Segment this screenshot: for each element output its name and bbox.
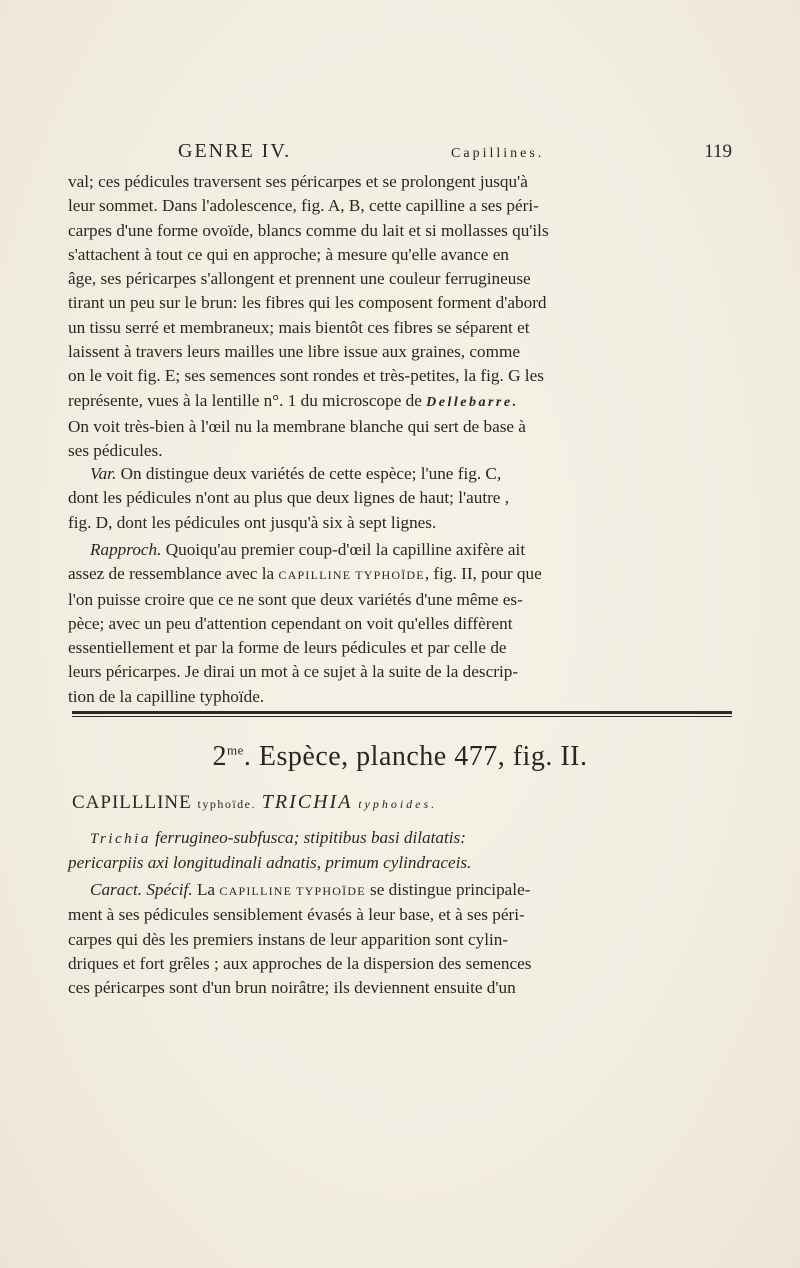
- species-latin-epithet: typhoides.: [358, 797, 438, 811]
- text-line: carpes qui dès les premiers instans de leur apparition sont cylin-: [68, 929, 509, 949]
- text-line: Caract. Spécif. La CAPILLINE TYPHOÏDE se distingue principale-: [90, 880, 531, 899]
- text-line: ces péricarpes sont d'un brun noirâtre; ils deviennent ensuite d'un: [68, 978, 516, 998]
- text-line: âge, ses péricarpes s'allongent et prennent une couleur ferrugineuse: [68, 269, 531, 289]
- text-line: driques et fort grêles ; aux approches de la dispersion des semences: [68, 953, 532, 973]
- text-line: val; ces pédicules traversent ses péricarpes et se prolongent jusqu'à: [68, 172, 528, 191]
- text-line: dont les pédicules n'ont au plus que deux lignes de haut; l'autre ,: [68, 488, 510, 508]
- text-line: leur sommet. Dans l'adolescence, fig. A, B, cette capilline a ses péri-: [68, 196, 539, 216]
- page-number: 119: [704, 141, 732, 162]
- paragraph-comparison: [68, 538, 732, 709]
- text-line: ment à ses pédicules sensiblement évasés à leur base, et à ses péri-: [68, 905, 525, 925]
- rapproch-label: Rapproch.: [90, 540, 162, 559]
- running-header: [178, 140, 732, 163]
- latin-diagnosis: [68, 826, 732, 876]
- text-line: assez de ressemblance avec la CAPILLINE TYPHOÏDE, fig. II, pour que: [68, 564, 542, 584]
- paragraph-description: [68, 170, 732, 464]
- text-line: un tissu serré et membraneux; mais bientôt ces fibres se séparent et: [68, 317, 530, 337]
- text-line: Rapproch. Quoiqu'au premier coup-d'œil la capilline axifère ait: [90, 540, 526, 559]
- text-line: tion de la capilline typhoïde.: [68, 686, 265, 706]
- text-line: ses pédicules.: [68, 441, 163, 461]
- text-line: laissent à travers leurs mailles une libre issue aux graines, comme: [68, 342, 520, 362]
- species-french-name: CAPILLLINE: [72, 792, 192, 813]
- caract-label: Caract. Spécif.: [90, 880, 193, 899]
- text-line: On voit très-bien à l'œil nu la membrane blanche qui sert de base à: [68, 416, 526, 436]
- text-line: pericarpiis axi longitudinali adnatis, primum cylindraceis.: [68, 853, 472, 873]
- section-divider: [72, 711, 732, 717]
- text-line: on le voit fig. E; ses semences sont rondes et très-petites, la fig. G les: [68, 366, 544, 386]
- var-label: Var.: [90, 464, 117, 483]
- species-names: [72, 791, 732, 814]
- text-line: Trichia ferrugineo-subfusca; stipitibus basi dilatatis:: [90, 828, 466, 847]
- divider-thick: [72, 711, 732, 714]
- text-line: représente, vues à la lentille n°. 1 du microscope de Dellebarre.: [68, 390, 519, 410]
- paragraph-characteristics: [68, 878, 732, 1000]
- text-line: Var. On distingue deux variétés de cette espèce; l'une fig. C,: [90, 464, 502, 483]
- species-french-epithet: typhoïde.: [197, 797, 257, 811]
- text-line: pèce; avec un peu d'attention cependant on voit qu'elles diffèrent: [68, 613, 513, 633]
- header-family: Capillines.: [451, 146, 545, 161]
- species-heading: $2^{me}$. Espèce, planche 477, fig. II.: [212, 741, 588, 772]
- text-line: essentiellement et par la forme de leurs pédicules et par celle de: [68, 638, 507, 658]
- species-latin-genus: TRICHIA: [261, 791, 353, 813]
- divider-thin: [72, 716, 732, 717]
- text-line: l'on puisse croire que ce ne sont que deux variétés d'une même es-: [68, 589, 523, 609]
- text-line: carpes d'une forme ovoïde, blancs comme du lait et si mollasses qu'ils: [68, 220, 549, 240]
- text-line: tirant un peu sur le brun: les fibres qui les composent forment d'abord: [68, 293, 547, 313]
- text-line: s'attachent à tout ce qui en approche; à mesure qu'elle avance en: [68, 244, 509, 264]
- text-line: fig. D, dont les pédicules ont jusqu'à six à sept lignes.: [68, 512, 437, 532]
- text-line: leurs péricarpes. Je dirai un mot à ce sujet à la suite de la descrip-: [68, 662, 519, 682]
- author-name: Dellebarre.: [426, 394, 519, 410]
- header-genre: GENRE IV.: [178, 140, 292, 162]
- paragraph-varieties: [68, 462, 732, 535]
